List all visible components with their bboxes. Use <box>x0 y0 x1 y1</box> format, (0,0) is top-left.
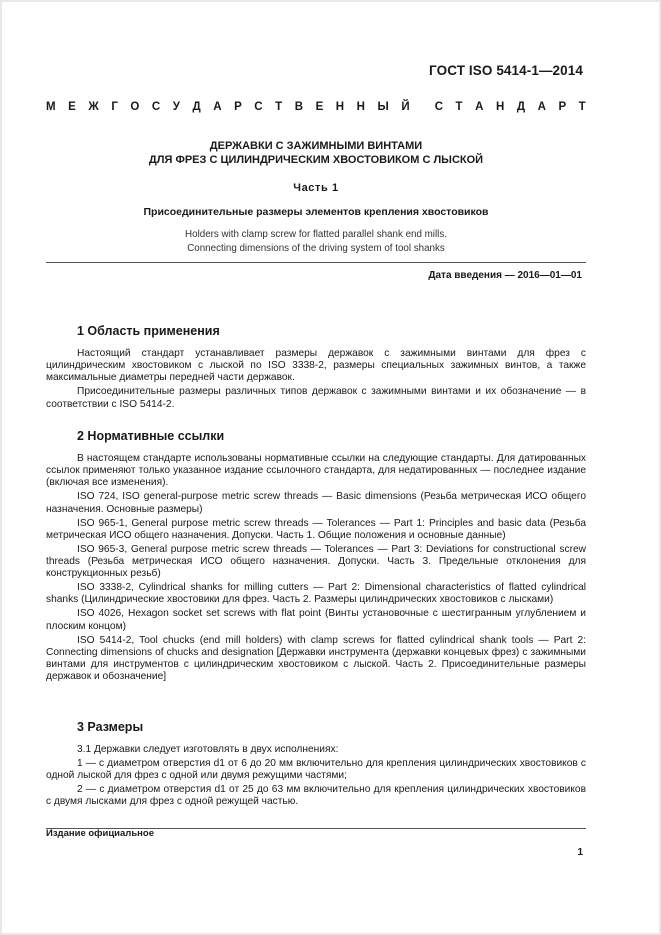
introduction-date: Дата введения — 2016—01—01 <box>428 270 582 281</box>
paragraph: Присоединительные размеры различных типов державок с зажимными винтами и их обозначение — в соответствии с ISO 5414-2. <box>46 386 586 410</box>
english-title: Holders with clamp screw for flatted parallel shank end mills. Connecting dimensions of the driving system of tool shanks <box>185 229 447 254</box>
paragraph: 2 — с диаметром отверстия d1 от 25 до 63 мм включительно для крепления цилиндрических хвостовиков с двумя лысками для фрез с одной режущей частью. <box>46 784 586 808</box>
interstate-standard-label: М Е Ж Г О С У Д А Р С Т В Е Н Н Ы Й С Т А Н Д А Р Т <box>46 101 586 113</box>
section-1-heading: 1 Область применения <box>77 324 220 338</box>
reference-item: ISO 3338-2, Cylindrical shanks for milling cutters — Part 2: Dimensional characteristics of flatted cylindrical shanks (Цилиндрические хвостовики для фрез. Часть 2. Размеры цилиндрических хвостовиков с лысками) <box>46 582 586 606</box>
section-1-body <box>46 348 586 413</box>
paragraph: 1 — с диаметром отверстия d1 от 6 до 20 мм включительно для крепления цилиндрических хвостовиков с одной лыской для фрез с одной или двумя режущими частями; <box>46 758 586 782</box>
reference-item: ISO 724, ISO general-purpose metric screw threads — Basic dimensions (Резьба метрическая ИСО общего назначения. Основные размеры) <box>46 491 586 515</box>
paragraph: Настоящий стандарт устанавливает размеры державок с зажимными винтами для фрез с цилиндрическим хвостовиком с лыской по ISO 3338-2, размеры специальных зажимных винтов, а также максимальные диаметры передней части державок. <box>46 348 586 384</box>
paragraph: В настоящем стандарте использованы нормативные ссылки на следующие стандарты. Для датированных ссылок применяют только указанное издание ссылочного стандарта, для недатированных — последнее издание (включая все изменения). <box>46 453 586 489</box>
page-number: 1 <box>577 847 583 858</box>
document-subtitle: Присоединительные размеры элементов крепления хвостовиков <box>143 206 489 218</box>
official-edition-label: Издание официальное <box>46 828 154 839</box>
section-3-heading: 3 Размеры <box>77 720 144 734</box>
reference-item: ISO 965-3, General purpose metric screw threads — Tolerances — Part 3: Deviations for constructional screw threads (Резьба метрическая ИСО общего назначения. Допуски. Часть 3. Предельные отклонения для конструкционных резьб) <box>46 543 586 580</box>
section-3-body <box>46 744 586 810</box>
document-page <box>2 2 659 933</box>
section-2-body <box>46 453 586 685</box>
reference-item: ISO 5414-2, Tool chucks (end mill holders) with clamp screws for flatted cylindrical shank tools — Part 2: Connecting dimensions of chucks and designation [Державки инструмента (державки концевых фрез) с зажимными винтами для инструментов с цилиндрическим хвостовиком с лыской. Часть 2. Присоединительные размеры державок и обозначение] <box>46 634 586 683</box>
top-divider <box>46 262 586 263</box>
reference-item: ISO 4026, Hexagon socket set screws with flat point (Винты установочные с шестигранным углублением и плоским концом) <box>46 608 586 632</box>
section-2-heading: 2 Нормативные ссылки <box>77 429 225 443</box>
part-label: Часть 1 <box>293 182 339 194</box>
reference-item: ISO 965-1, General purpose metric screw threads — Tolerances — Part 1: Principles and basic data (Резьба метрическая ИСО общего назначения. Допуски. Часть 1. Общие положения и основные данные) <box>46 517 586 541</box>
paragraph: 3.1 Державки следует изготовлять в двух исполнениях: <box>77 744 339 755</box>
standard-code: ГОСТ ISO 5414-1—2014 <box>429 63 583 78</box>
document-title: ДЕРЖАВКИ С ЗАЖИМНЫМИ ВИНТАМИ ДЛЯ ФРЕЗ С ЦИЛИНДРИЧЕСКИМ ХВОСТОВИКОМ С ЛЫСКОЙ <box>148 140 484 166</box>
